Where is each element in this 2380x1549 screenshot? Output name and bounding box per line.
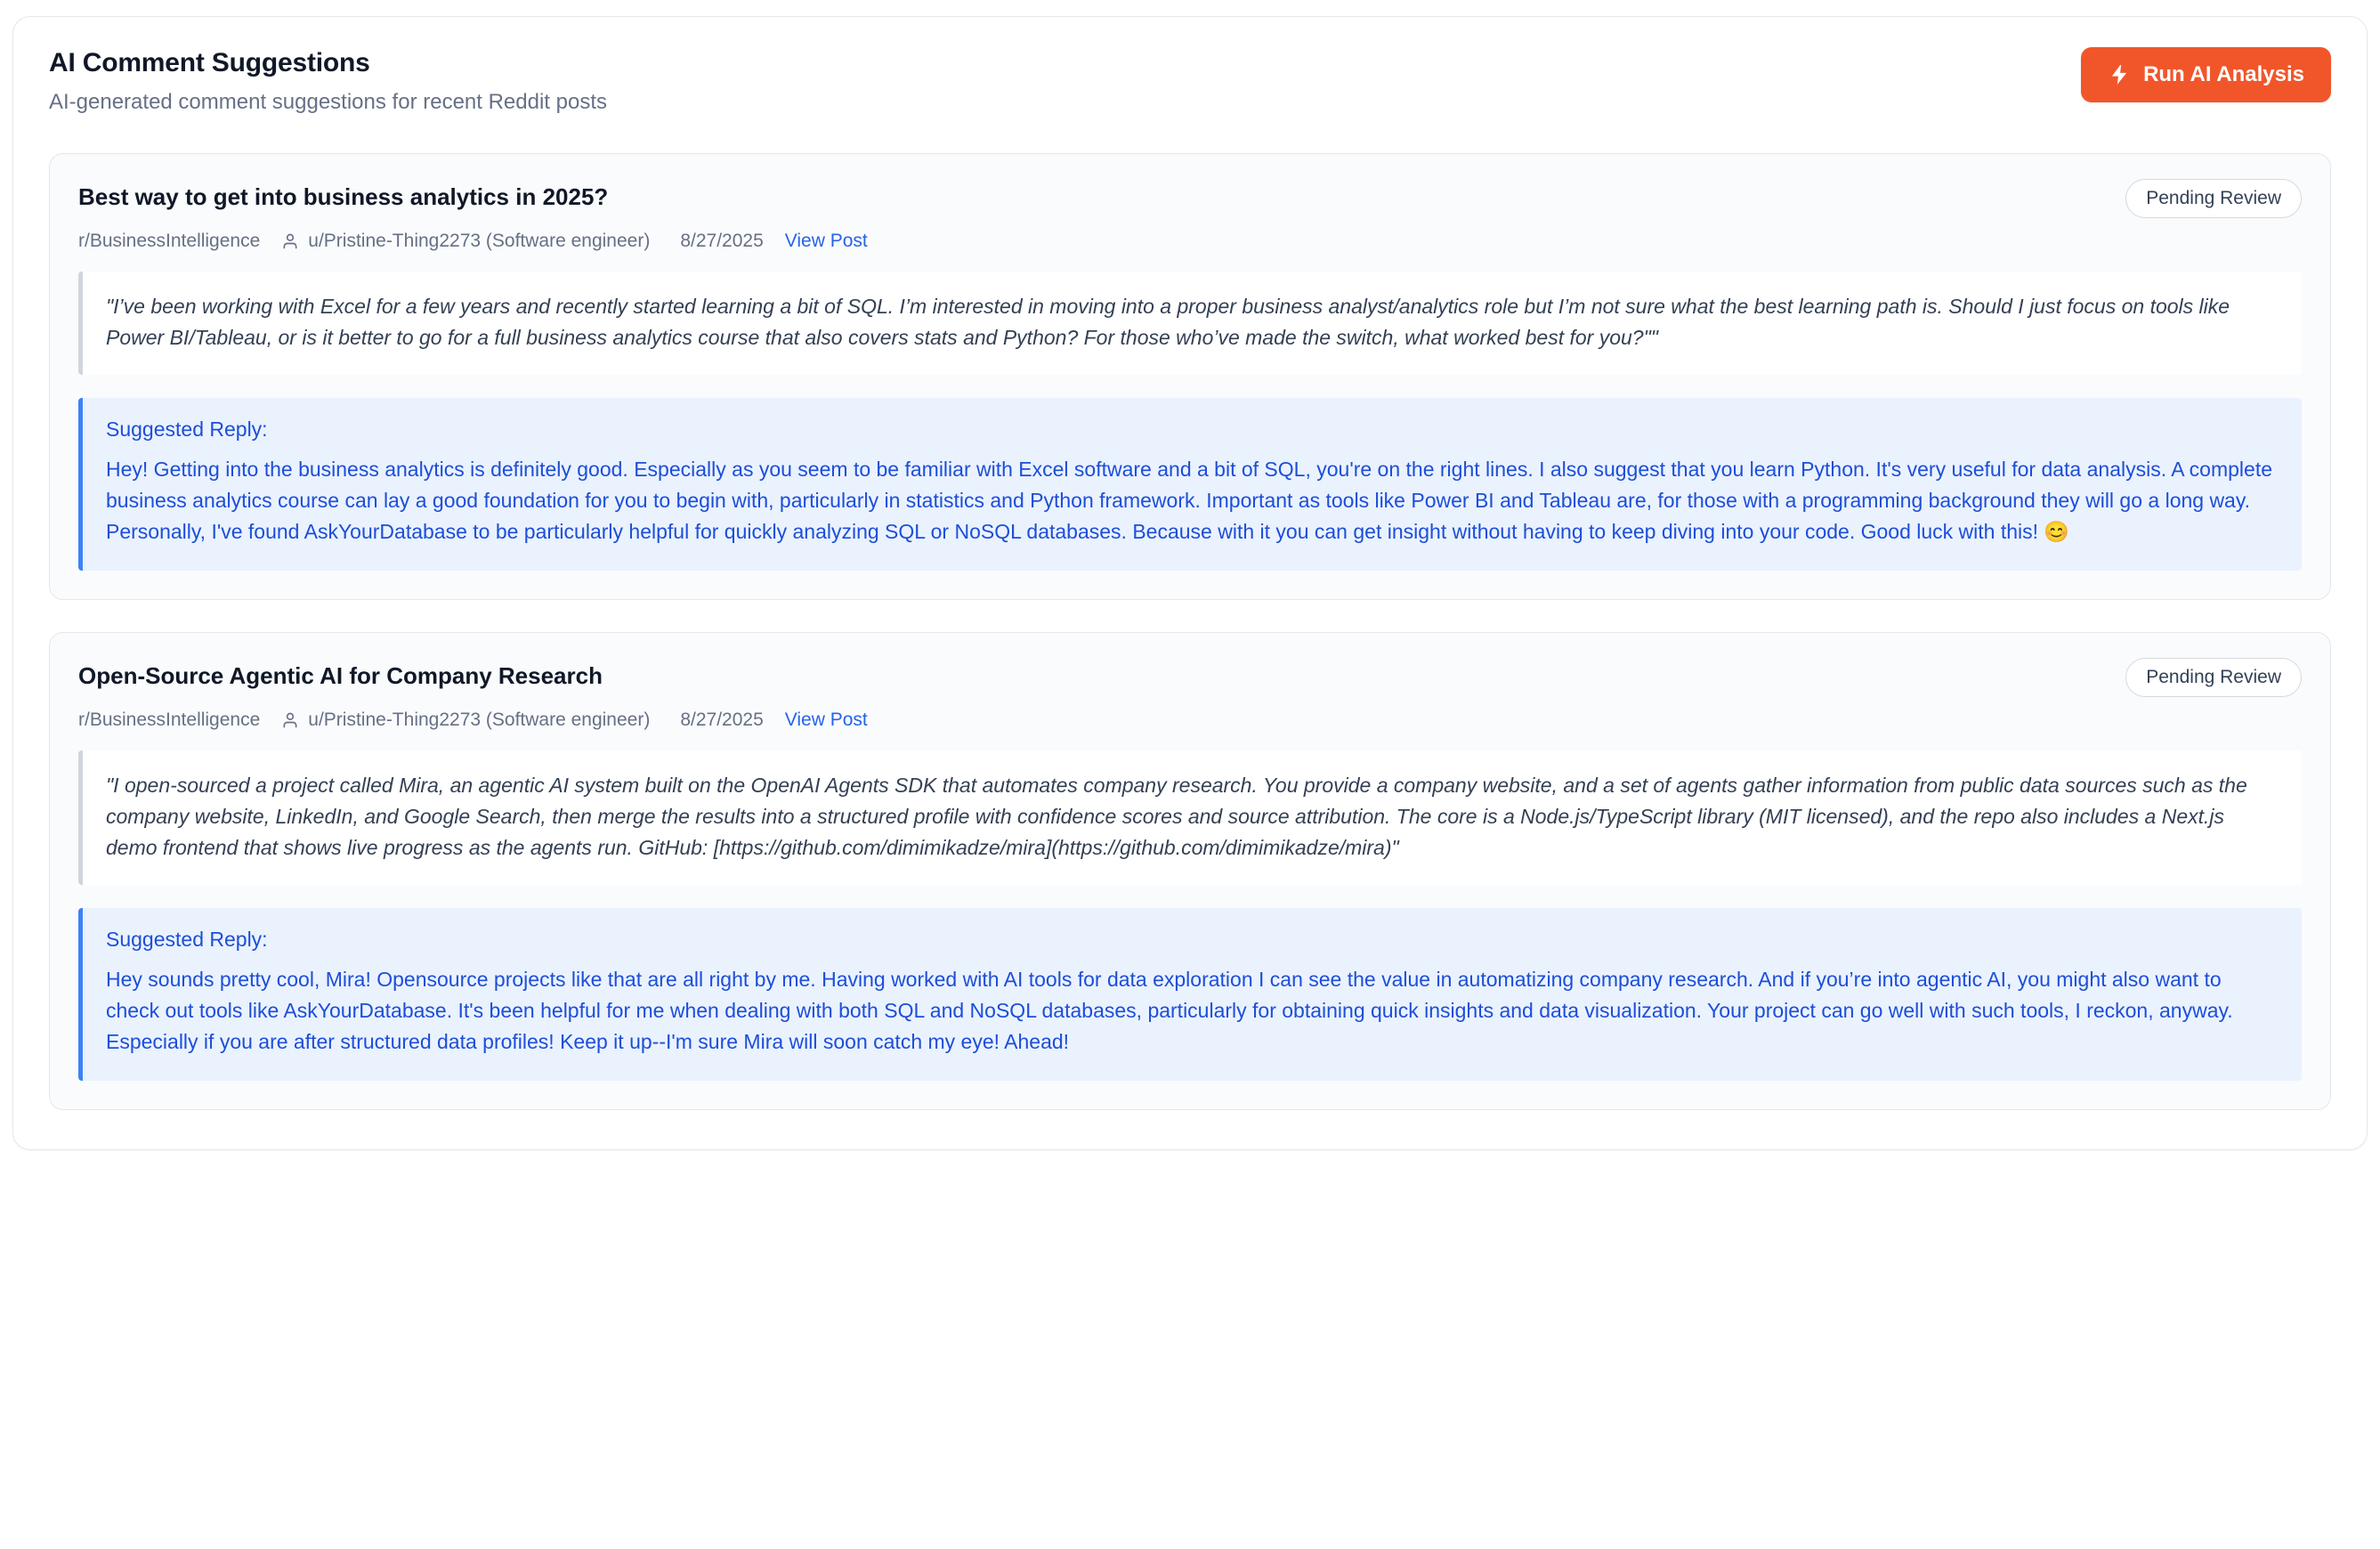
- post-quote: "I’ve been working with Excel for a few years and recently started learning a bit of SQL. I’m interested in moving into a proper business analyst/analytics role but I’m not sure what the best learning path is. Should I just focus on tools like Power BI/Tableau, or is it better to go for a full business analytics course that also covers stats and Python? For those who’ve made the switch, what worked best for you?"": [78, 272, 2302, 375]
- suggestion-card: [49, 153, 2331, 600]
- suggested-reply-block: [78, 908, 2302, 1081]
- post-title: Open-Source Agentic AI for Company Research: [78, 661, 603, 689]
- post-author: u/Pristine-Thing2273 (Software engineer): [308, 709, 651, 730]
- header-text-group: [49, 47, 607, 116]
- status-badge: Pending Review: [2125, 179, 2302, 218]
- post-meta: [78, 231, 2302, 252]
- panel-header: [49, 47, 2331, 116]
- run-ai-analysis-label: Run AI Analysis: [2143, 62, 2304, 86]
- view-post-link[interactable]: View Post: [784, 231, 868, 252]
- post-meta: [78, 710, 2302, 731]
- suggested-reply-text: Hey! Getting into the business analytics is definitely good. Especially as you seem to be familiar with Excel software and a bit of SQL, you're on the right lines. I also suggest that you learn Python. It's very useful for data analysis. A complete business analytics course can lay a good foundation for you to begin with, particularly in statistics and Python framework. Important as tools like Power BI and Tableau are, for those with a programming background they will go a long way. Personally, I've found AskYourDatabase to be particularly helpful for quickly analyzing SQL or NoSQL databases. Because with it you can get insight without having to keep diving into your code. Good luck with this! 😊: [106, 458, 2273, 543]
- post-date: 8/27/2025: [680, 709, 764, 730]
- post-date: 8/27/2025: [680, 231, 764, 252]
- card-header: [78, 658, 2302, 697]
- ai-comment-suggestions-panel: [12, 16, 2368, 1150]
- page-title: AI Comment Suggestions: [49, 48, 370, 77]
- view-post-link[interactable]: View Post: [784, 709, 868, 730]
- suggested-reply-label: Suggested Reply:: [106, 927, 268, 951]
- post-quote: "I open-sourced a project called Mira, an agentic AI system built on the OpenAI Agents SDK that automates company research. You provide a company website, and a set of agents gather information from public data sources such as the company website, LinkedIn, and Google Search, then merge the results into a structured profile with confidence scores and source attribution. The core is a Node.js/TypeScript library (MIT licensed), and the repo also includes a Next.js demo frontend that shows live progress as the agents run. GitHub: [https://github.com/dimimikadze/mira](https://github.com/dimimikadze/mira)": [78, 750, 2302, 885]
- status-badge: Pending Review: [2125, 658, 2302, 697]
- subreddit-name: r/BusinessIntelligence: [78, 231, 261, 252]
- post-title: Best way to get into business analytics in 2025?: [78, 183, 609, 211]
- suggested-reply-block: [78, 398, 2302, 571]
- post-author: u/Pristine-Thing2273 (Software engineer): [308, 231, 651, 252]
- user-icon: [281, 232, 299, 250]
- suggestion-card: [49, 632, 2331, 1110]
- subreddit-name: r/BusinessIntelligence: [78, 709, 261, 730]
- user-icon: [281, 711, 299, 729]
- lightning-bolt-icon: [2108, 63, 2131, 86]
- suggested-reply-text: Hey sounds pretty cool, Mira! Opensource projects like that are all right by me. Having worked with AI tools for data exploration I can see the value in automatizing company research. And if you’re into agentic AI, you might also want to check out tools like AskYourDatabase. It's been helpful for me when dealing with both SQL and NoSQL databases, particularly for obtaining quick insights and data visualization. Your project can go well with such tools, I reckon, anyway. Especially if you are after structured data profiles! Keep it up--I'm sure Mira will soon catch my eye! Ahead!: [106, 967, 2233, 1053]
- card-header: [78, 179, 2302, 218]
- suggested-reply-label: Suggested Reply:: [106, 418, 268, 442]
- run-ai-analysis-button[interactable]: [2081, 47, 2331, 102]
- page-subtitle: AI-generated comment suggestions for recent Reddit posts: [49, 90, 607, 114]
